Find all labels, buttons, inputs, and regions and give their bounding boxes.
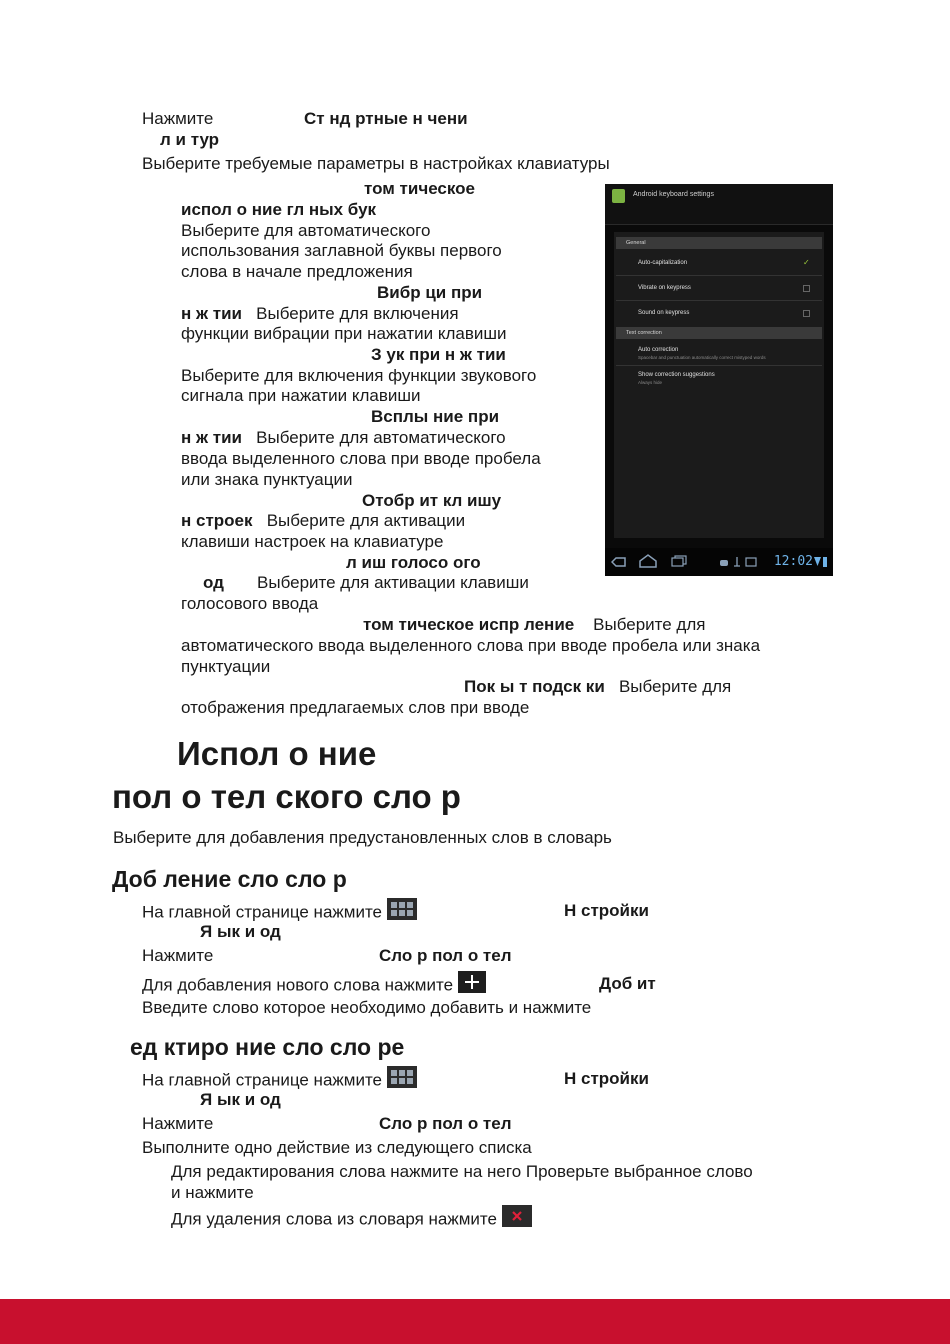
intro-prefix: Нажмите [142, 109, 214, 128]
settings-list [614, 232, 824, 538]
edit-step1-language: Я ык и од [200, 1090, 281, 1109]
option-8-line [464, 677, 731, 697]
section-title-line2: пол о тел ского сло р [112, 778, 461, 815]
setting-sublabel: Spacebar and punctuation automatically correct mistyped words [638, 355, 766, 360]
notification-icon [745, 557, 757, 567]
intro-bold1: Ст нд ртные н чени [304, 109, 468, 128]
setting-row-auto-correction[interactable] [616, 341, 822, 366]
option-6-text: голосового ввода [181, 594, 319, 613]
option-2-line [181, 304, 459, 324]
phone-titlebar [605, 184, 833, 225]
keyboard-settings-screenshot [605, 184, 833, 576]
setting-row-suggestions[interactable] [616, 366, 822, 391]
delete-x-icon [502, 1205, 532, 1232]
add-step3 [142, 974, 486, 998]
add-plus-icon [458, 971, 486, 998]
android-debug-icon [719, 557, 729, 567]
setting-label: Vibrate on keypress [638, 285, 691, 291]
setting-row-auto-capitalization[interactable] [616, 251, 822, 276]
option-7-bold1: том тическое испр ление [363, 615, 575, 634]
section-text-correction: Text correction [616, 327, 822, 339]
edit-step3: Выполните одно действие из следующего списка [142, 1138, 532, 1157]
setting-label: Show correction suggestions [638, 372, 715, 378]
home-icon[interactable] [639, 554, 657, 568]
setting-row-sound[interactable] [616, 301, 822, 326]
option-5-text: клавиши настроек на клавиатуре [181, 532, 444, 551]
option-1-text: Выберите для автоматического [181, 221, 431, 240]
apps-grid-icon [387, 898, 417, 925]
checkbox-icon[interactable] [803, 285, 810, 292]
option-7-after: Выберите для [593, 615, 706, 634]
option-6-after: Выберите для активации клавиши [257, 573, 529, 592]
option-4-text: ввода выделенного слова при вводе пробела [181, 449, 541, 468]
edit-step2-dictionary: Сло р пол о тел [379, 1114, 512, 1133]
setting-label: Auto correction [638, 347, 679, 353]
option-3-bold1: З ук при н ж тии [371, 345, 506, 364]
option-7-text: автоматического ввода выделенного слова при вводе пробела или знака [181, 636, 761, 655]
recent-apps-icon[interactable] [671, 555, 687, 567]
footer-bar [0, 1299, 950, 1344]
add-step1-text: На главной странице нажмите [142, 902, 383, 922]
option-7-text: пунктуации [181, 657, 271, 676]
intro-bold2: л и тур [160, 130, 220, 149]
intro-line3: Выберите требуемые параметры в настройках клавиатуры [142, 154, 610, 173]
section-intro: Выберите для добавления предустановленных слов в словарь [113, 828, 612, 847]
option-6-line [203, 573, 529, 593]
option-8-bold1: Пок ы т подск ки [464, 677, 605, 696]
option-2-bold1: Вибр ци при [377, 283, 483, 302]
option-3-text: сигнала при нажатии клавиши [181, 386, 421, 405]
option-6-bold2: од [203, 573, 224, 592]
setting-label: Auto-capitalization [638, 260, 688, 266]
option-8-text: отображения предлагаемых слов при вводе [181, 698, 530, 717]
setting-label: Sound on keypress [638, 310, 690, 316]
edit-step1-text: На главной странице нажмите [142, 1070, 383, 1090]
add-step1-settings: Н стройки [564, 901, 649, 920]
option-4-text: или знака пунктуации [181, 470, 353, 489]
edit-sub1-line2: и нажмите [171, 1183, 254, 1202]
option-4-bold2: н ж тии [181, 428, 242, 447]
add-step2-dictionary: Сло р пол о тел [379, 946, 512, 965]
checkbox-icon[interactable] [803, 310, 810, 317]
setting-row-vibrate[interactable] [616, 276, 822, 301]
section-general: General [616, 237, 822, 249]
option-2-text: функции вибрации при нажатии клавиши [181, 324, 507, 343]
battery-wifi-icon [813, 556, 829, 568]
option-2-after: Выберите для включения [256, 304, 459, 323]
setting-sublabel: Always hide [638, 380, 663, 385]
add-step1-language: Я ык и од [200, 922, 281, 941]
apps-grid-icon [387, 1066, 417, 1093]
option-5-bold1: Отобр ит кл ишу [362, 491, 502, 510]
add-step3-add: Доб ит [599, 974, 656, 993]
option-4-after: Выберите для автоматического [256, 428, 506, 447]
option-3-text: Выберите для включения функции звукового [181, 366, 537, 385]
edit-word-heading: ед ктиро ние сло сло ре [130, 1034, 405, 1060]
edit-sub2 [171, 1208, 532, 1232]
option-4-line [181, 428, 506, 448]
back-icon[interactable] [611, 556, 627, 568]
edit-step2-text: Нажмите [142, 1114, 214, 1133]
option-5-line [181, 511, 465, 531]
option-1-bold2: испол о ние гл ных бук [181, 200, 377, 219]
usb-icon [733, 556, 741, 568]
add-step3-text: Для добавления нового слова нажмите [142, 975, 454, 995]
settings-app-icon [612, 189, 625, 203]
section-title-line1: Испол о ние [177, 735, 377, 772]
option-7-line [363, 615, 705, 635]
system-nav-bar [605, 548, 833, 576]
option-1-text: слова в начале предложения [181, 262, 413, 281]
edit-sub1-line1: Для редактирования слова нажмите на него Проверьте выбранное слово [171, 1162, 753, 1181]
intro-line1 [142, 109, 213, 129]
status-clock: 12:02 [773, 554, 813, 569]
option-8-after: Выберите для [618, 677, 732, 696]
option-5-bold2: н строек [181, 511, 253, 530]
add-step4: Введите слово которое необходимо добавить и нажмите [142, 998, 592, 1017]
option-5-after: Выберите для активации [266, 511, 466, 530]
option-2-bold2: н ж тии [181, 304, 242, 323]
checkmark-icon[interactable]: ✓ [803, 258, 810, 267]
add-word-heading: Доб ление сло сло р [112, 866, 347, 892]
phone-title: Android keyboard settings [633, 191, 714, 198]
option-1-text: использования заглавной буквы первого [181, 241, 502, 260]
add-step2-text: Нажмите [142, 946, 214, 965]
edit-sub2-text: Для удаления слова из словаря нажмите [171, 1209, 497, 1229]
option-6-bold1: л иш голосо ого [346, 553, 481, 572]
edit-step1-settings: Н стройки [564, 1069, 649, 1088]
option-4-bold1: Всплы ние при [371, 407, 500, 426]
option-1-bold1: том тическое [364, 179, 476, 198]
